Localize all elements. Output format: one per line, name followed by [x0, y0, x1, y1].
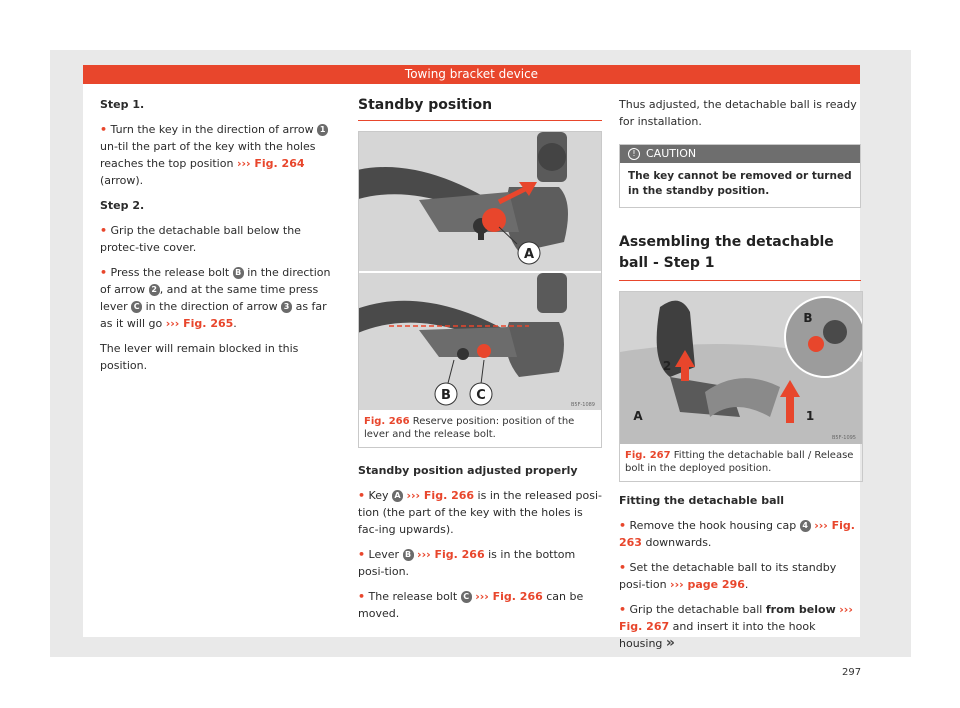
caution-title: CAUTION — [646, 147, 697, 160]
bullet-icon: • — [619, 603, 627, 616]
standby-text: Key — [368, 489, 389, 502]
key-marker-b: B — [233, 267, 244, 279]
figure-266-code: B5F-1089 — [570, 402, 595, 408]
key-marker-2: 2 — [149, 284, 160, 296]
fitting-text: Grip the detachable ball — [629, 603, 763, 616]
caution-box — [619, 144, 861, 208]
step2-text: as far as it will go — [100, 300, 327, 330]
step1-text: Turn the key in the direction of arrow — [110, 123, 314, 136]
key-marker-3: 3 — [281, 301, 292, 313]
section-title-standby: Standby position — [358, 96, 602, 121]
step2-heading: Step 2. — [100, 199, 145, 212]
step1-text-end: (arrow). — [100, 174, 144, 187]
chapter-header: Towing bracket device — [83, 65, 860, 84]
key-marker-1: 1 — [317, 124, 328, 136]
step2-bullet-1 — [100, 222, 338, 256]
step2-text: Press the release bolt — [110, 266, 230, 279]
figure-267-caption-text: Fitting the detachable ball / Release bolt in the deployed position. — [625, 450, 854, 474]
step2-bullet1-text: Grip the detachable ball below the protec-tive cover. — [100, 224, 301, 254]
page-number: 297 — [842, 667, 862, 678]
figure-267-number: Fig. 267 — [625, 450, 671, 461]
figure-267-label-b: B — [803, 311, 813, 325]
continue-icon: » — [665, 635, 675, 651]
fitting-text: . — [744, 578, 749, 591]
key-marker-c: C — [131, 301, 142, 313]
figure-267-caption — [620, 444, 862, 481]
figure-266 — [358, 131, 602, 448]
step2-text: . — [233, 317, 237, 330]
towbar-illustration — [359, 132, 601, 410]
fitting-bullet-1 — [619, 517, 861, 551]
step2-text: in the direction of arrow — [100, 266, 331, 296]
step2-bullet-2 — [100, 264, 338, 332]
warning-icon: ! — [628, 148, 640, 160]
step1-heading: Step 1. — [100, 98, 145, 111]
standby-text: is in the bottom posi-tion. — [358, 548, 576, 578]
figure-266-label-a: A — [523, 247, 535, 262]
figure-267-label-1: 1 — [805, 409, 815, 423]
fitting-bullet-3 — [619, 601, 861, 652]
key-marker-c: C — [461, 591, 472, 603]
fig266-link[interactable]: ››› Fig. 266 — [406, 489, 475, 502]
key-marker-4: 4 — [800, 520, 811, 532]
fig267-link[interactable]: ››› Fig. 267 — [619, 603, 853, 633]
fitting-bullet-2 — [619, 559, 861, 593]
standby-text: is in the released posi-tion (the part of the key with the holes is fac-ing upwards). — [358, 489, 602, 536]
fitting-text: downwards. — [645, 536, 712, 549]
lever-note: The lever will remain blocked in this position. — [100, 342, 299, 372]
column-left — [100, 96, 338, 382]
figure-266-image — [359, 132, 601, 410]
fitting-text: Remove the hook housing cap — [629, 519, 797, 532]
bullet-icon: • — [358, 590, 366, 603]
bullet-icon: • — [100, 224, 108, 237]
fitting-text-bold: from below — [765, 603, 836, 616]
fitting-text: Set the detachable ball to its standby posi-tion — [619, 561, 837, 591]
fig264-link[interactable]: ››› Fig. 264 — [236, 157, 305, 170]
section-title-assembling: Assembling the detachable ball - Step 1 — [619, 232, 861, 281]
step2-text: , and at the same time press lever — [100, 283, 319, 313]
ready-note: Thus adjusted, the detachable ball is ready for installation. — [619, 98, 857, 128]
step1-bullet — [100, 121, 338, 189]
key-marker-b: B — [403, 549, 414, 561]
column-right — [619, 96, 861, 660]
fig265-link[interactable]: ››› Fig. 265 — [165, 317, 234, 330]
standby-text: Lever — [368, 548, 400, 561]
fig266-link[interactable]: ››› Fig. 266 — [417, 548, 485, 561]
bullet-icon: • — [358, 489, 366, 502]
figure-266-number: Fig. 266 — [364, 416, 410, 427]
fig263-link[interactable]: ››› Fig. 263 — [619, 519, 855, 549]
fig266-link[interactable]: ››› Fig. 266 — [475, 590, 543, 603]
column-middle — [358, 96, 602, 630]
figure-266-label-c: C — [476, 388, 486, 403]
standby-subheading: Standby position adjusted properly — [358, 464, 578, 477]
key-marker-a: A — [392, 490, 403, 502]
bullet-icon: • — [358, 548, 366, 561]
bullet-icon: • — [619, 519, 627, 532]
fitting-text: and insert it into the hook housing — [619, 620, 816, 650]
figure-267-label-a: A — [633, 409, 643, 423]
bullet-icon: • — [100, 123, 108, 136]
standby-bullet-2 — [358, 546, 602, 580]
page296-link[interactable]: ››› page 296 — [670, 578, 745, 591]
bullet-icon: • — [100, 266, 108, 279]
figure-266-caption — [359, 410, 601, 447]
standby-text: The release bolt — [368, 590, 458, 603]
caution-body: The key cannot be removed or turned in the standby position. — [628, 170, 852, 197]
standby-bullet-1 — [358, 487, 602, 538]
figure-266-caption-text: Reserve position: position of the lever and the release bolt. — [364, 416, 575, 440]
bullet-icon: • — [619, 561, 627, 574]
figure-267-label-2: 2 — [662, 359, 672, 373]
caution-header — [620, 145, 860, 163]
step2-text: in the direction of arrow — [145, 300, 278, 313]
fitting-subheading: Fitting the detachable ball — [619, 494, 785, 507]
detachable-ball-illustration — [620, 292, 862, 444]
figure-267 — [619, 291, 863, 482]
figure-267-image — [620, 292, 862, 444]
standby-bullet-3 — [358, 588, 602, 622]
figure-267-code: B5F-1095 — [831, 435, 856, 441]
figure-266-label-b: B — [441, 388, 451, 403]
standby-text: can be moved. — [358, 590, 584, 620]
step1-text-cont: un-til the part of the key with the holes reaches the top position — [100, 140, 316, 170]
